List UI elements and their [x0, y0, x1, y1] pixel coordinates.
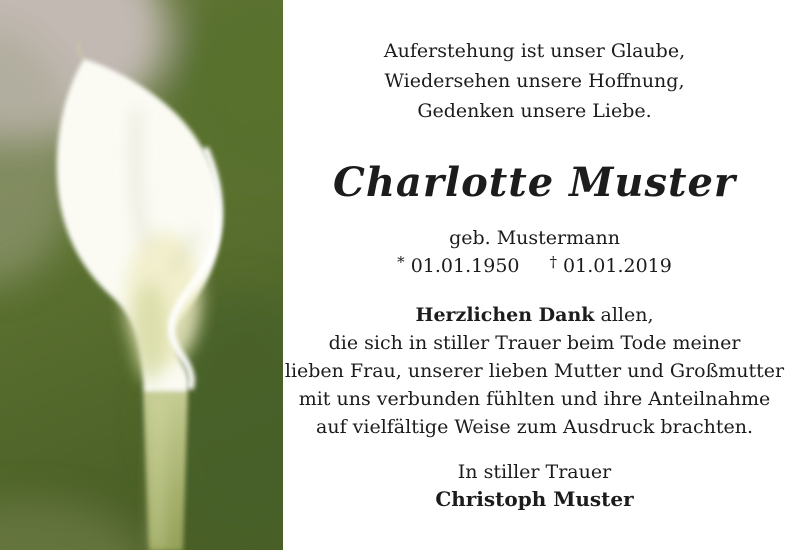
deceased-name: Charlotte Muster	[333, 159, 736, 206]
thanks-line: lieben Frau, unserer lieben Mutter und Großmutter	[284, 360, 785, 382]
thanks-line: auf vielfältige Weise zum Ausdruck brachten.	[316, 416, 753, 438]
thanks-line: die sich in stiller Trauer beim Tode meiner	[328, 332, 741, 354]
card-text-area	[283, 0, 786, 550]
flower-stem	[143, 386, 188, 550]
thanks-lead-line: Herzlichen Dank allen,	[415, 304, 654, 326]
maiden-name: geb. Mustermann	[449, 227, 620, 249]
verse-line: Gedenken unsere Liebe.	[417, 100, 652, 122]
birth-date: * 01.01.1950	[397, 253, 520, 277]
thank-you-paragraph	[283, 301, 786, 441]
mourner-name: Christoph Muster	[435, 487, 634, 511]
dagger-symbol: †	[549, 253, 557, 271]
life-dates	[283, 249, 786, 279]
calla-lily-photo	[0, 0, 283, 550]
thanks-lead-bold: Herzlichen Dank	[415, 304, 595, 326]
closing-phrase: In stiller Trauer	[457, 461, 612, 483]
thanks-line: mit uns verbunden fühlten und ihre Anteilnahme	[298, 388, 771, 410]
birth-symbol: *	[397, 253, 405, 271]
death-date: † 01.01.2019	[549, 253, 672, 277]
memorial-verse	[283, 36, 786, 126]
verse-line: Auferstehung ist unser Glaube,	[383, 40, 686, 62]
verse-line: Wiedersehen unsere Hoffnung,	[384, 70, 685, 92]
